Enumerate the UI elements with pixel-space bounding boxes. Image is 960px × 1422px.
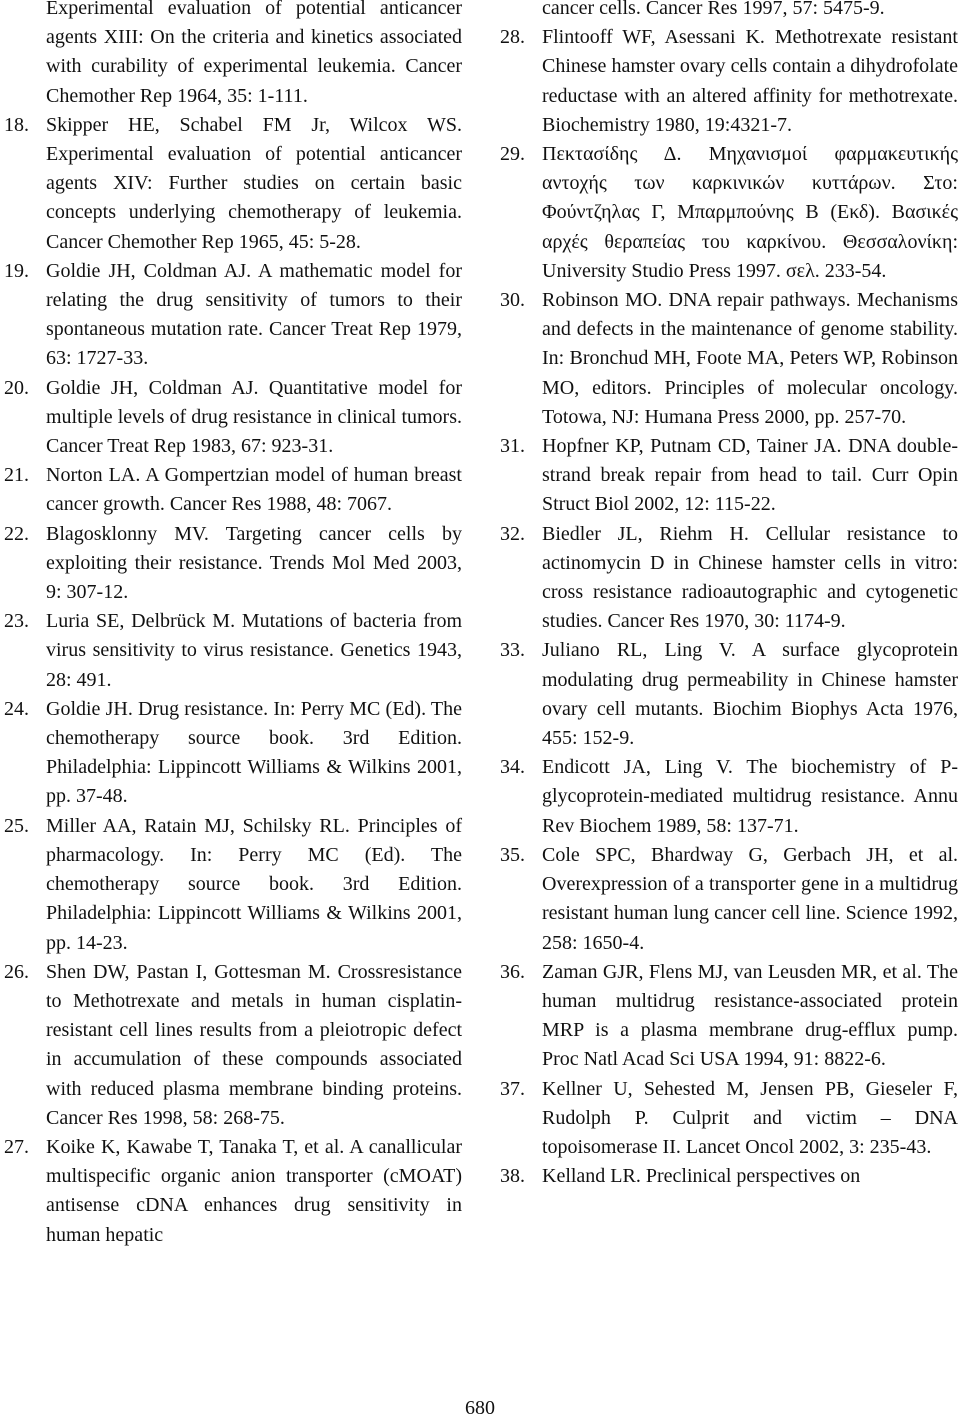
reference-item <box>500 1075 958 1163</box>
references-right-list <box>500 23 958 1191</box>
reference-text: Πεκτασίδης Δ. Μηχανισμοί φαρμακευτικής αντοχής των καρκινικών κυττάρων. Στο: Φούντζηλας Γ, Μπαρμπούνης Β (Εκδ). Βασικές αρχές θεραπείας του καρκίνου. Θεσσαλονίκη: University Studio Press 1997. σελ. 233-54. <box>542 143 958 282</box>
reference-item <box>4 1133 462 1250</box>
reference-number: 23. <box>4 610 29 633</box>
reference-item <box>4 812 462 958</box>
reference-number: 31. <box>500 435 525 458</box>
reference-number: 28. <box>500 26 525 49</box>
reference-item <box>4 695 462 812</box>
reference-text: Norton LA. A Gompertzian model of human breast cancer growth. Cancer Res 1988, 48: 7067. <box>46 464 462 516</box>
reference-number: 18. <box>4 113 29 136</box>
reference-number: 24. <box>4 697 29 720</box>
reference-item <box>500 1162 958 1191</box>
reference-continuation: cancer cells. Cancer Res 1997, 57: 5475-9. <box>542 0 885 19</box>
reference-text: Blagosklonny MV. Targeting cancer cells by exploiting their resistance. Trends Mol Med 2003, 9: 307-12. <box>46 522 462 604</box>
reference-number: 20. <box>4 376 29 399</box>
reference-number: 30. <box>500 289 525 312</box>
reference-text: Robinson MO. DNA repair pathways. Mechanisms and defects in the maintenance of genome stability. In: Bronchud MH, Foote MA, Peters WP, Robinson MO, editors. Principles of molecular oncology. Totowa, NJ: Humana Press 2000, pp. 257-70. <box>542 289 958 428</box>
reference-text: Flintooff WF, Asessani K. Methotrexate resistant Chinese hamster ovary cells contain a dihydrofolate reductase with an altered affinity for methotrexate. Biochemistry 1980, 19:4321-7. <box>542 26 958 136</box>
reference-item <box>4 111 462 257</box>
right-column <box>500 0 958 1191</box>
reference-item <box>4 257 462 374</box>
reference-item <box>500 520 958 637</box>
reference-text: Luria SE, Delbrück M. Mutations of bacteria from virus sensitivity to virus resistance. Genetics 1943, 28: 491. <box>46 610 462 691</box>
reference-number: 19. <box>4 259 29 282</box>
reference-number: 22. <box>4 522 29 545</box>
page-number: 680 <box>465 1397 495 1419</box>
reference-text: Zaman GJR, Flens MJ, van Leusden MR, et al. The human multidrug resistance-associated protein MRP is a plasma membrane drug-efflux pump. Proc Natl Acad Sci USA 1994, 91: 8822-6. <box>542 960 958 1071</box>
reference-text: Goldie JH, Coldman AJ. A mathematic model for relating the drug sensitivity of tumors to their spontaneous mutation rate. Cancer Treat Rep 1979, 63: 1727-33. <box>46 259 462 370</box>
reference-text: Goldie JH, Coldman AJ. Quantitative model for multiple levels of drug resistance in clinical tumors. Cancer Treat Rep 1983, 67: 923-31. <box>46 376 462 458</box>
reference-text: Shen DW, Pastan I, Gottesman M. Crossresistance to Methotrexate and metals in human cisplatin-resistant cell lines results from a pleiotropic defect in accumulation of these compounds associated with reduced plasma membrane binding proteins. Cancer Res 1998, 58: 268-75. <box>46 960 462 1129</box>
reference-item <box>4 374 462 462</box>
reference-item <box>4 607 462 695</box>
reference-text: Kellner U, Sehested M, Jensen PB, Gieseler F, Rudolph P. Culprit and victim – DNA topoisomerase II. Lancet Oncol 2002, 3: 235-43. <box>542 1077 958 1158</box>
reference-text: Cole SPC, Bhardway G, Gerbach JH, et al. Overexpression of a transporter gene in a multidrug resistant human lung cancer cell line. Science 1992, 258: 1650-4. <box>542 843 958 954</box>
reference-number: 29. <box>500 143 525 166</box>
reference-number: 25. <box>4 814 29 837</box>
reference-text: Hopfner KP, Putnam CD, Tainer JA. DNA double-strand break repair from head to tail. Curr Opin Struct Biol 2002, 12: 115-22. <box>542 435 958 516</box>
reference-text: Juliano RL, Ling V. A surface glycoprotein modulating drug permeability in Chinese hamster ovary cell mutants. Biochim Biophys Acta 1976, 455: 152-9. <box>542 639 958 750</box>
references-left-list <box>4 111 462 1250</box>
reference-text: Koike K, Kawabe T, Tanaka T, et al. A canallicular multispecific organic anion transporter (cMOAT) antisense cDNA enhances drug sensitivity in human hepatic <box>46 1135 462 1246</box>
reference-number: 35. <box>500 843 525 866</box>
reference-number: 37. <box>500 1077 525 1100</box>
reference-number: 34. <box>500 756 525 779</box>
reference-number: 38. <box>500 1165 525 1188</box>
reference-item <box>500 753 958 841</box>
reference-item <box>500 841 958 958</box>
reference-text: Biedler JL, Riehm H. Cellular resistance to actinomycin D in Chinese hamster cells in vitro: cross resistance radioautographic and cytogenetic studies. Cancer Res 1970, 30: 1174-9. <box>542 522 958 633</box>
reference-text: Skipper HE, Schabel FM Jr, Wilcox WS. Experimental evaluation of potential anticancer agents XIV: Further studies on certain basic concepts underlying chemotherapy of leukemia. Cancer Chemother Rep 1965, 45: 5-28. <box>46 113 462 253</box>
reference-continuation: Experimental evaluation of potential anticancer agents XIII: On the criteria and kinetics associated with curability of experimental leukemia. Cancer Chemother Rep 1964, 35: 1-111. <box>46 0 462 107</box>
reference-item <box>500 140 958 286</box>
reference-item <box>500 432 958 520</box>
reference-number: 21. <box>4 464 29 487</box>
reference-item <box>500 23 958 140</box>
reference-item <box>4 461 462 519</box>
reference-number: 32. <box>500 522 525 545</box>
reference-number: 26. <box>4 960 29 983</box>
left-column <box>4 0 462 1250</box>
reference-text: Endicott JA, Ling V. The biochemistry of P-glycoprotein-mediated multidrug resistance. Annu Rev Biochem 1989, 58: 137-71. <box>542 756 958 837</box>
reference-item <box>500 958 958 1075</box>
reference-number: 36. <box>500 960 525 983</box>
reference-text: Kelland LR. Preclinical perspectives on <box>542 1165 861 1188</box>
reference-number: 33. <box>500 639 525 662</box>
reference-item <box>4 958 462 1133</box>
reference-item <box>500 286 958 432</box>
reference-item <box>4 520 462 608</box>
reference-number: 27. <box>4 1135 29 1158</box>
reference-text: Goldie JH. Drug resistance. In: Perry MC (Ed). The chemotherapy source book. 3rd Edition. Philadelphia: Lippincott Williams & Wilkins 2001, pp. 37-48. <box>46 697 462 808</box>
reference-text: Miller AA, Ratain MJ, Schilsky RL. Principles of pharmacology. In: Perry MC (Ed). The chemotherapy source book. 3rd Edition. Philadelphia: Lippincott Williams & Wilkins 2001, pp. 14-23. <box>46 814 462 954</box>
reference-item <box>500 636 958 753</box>
